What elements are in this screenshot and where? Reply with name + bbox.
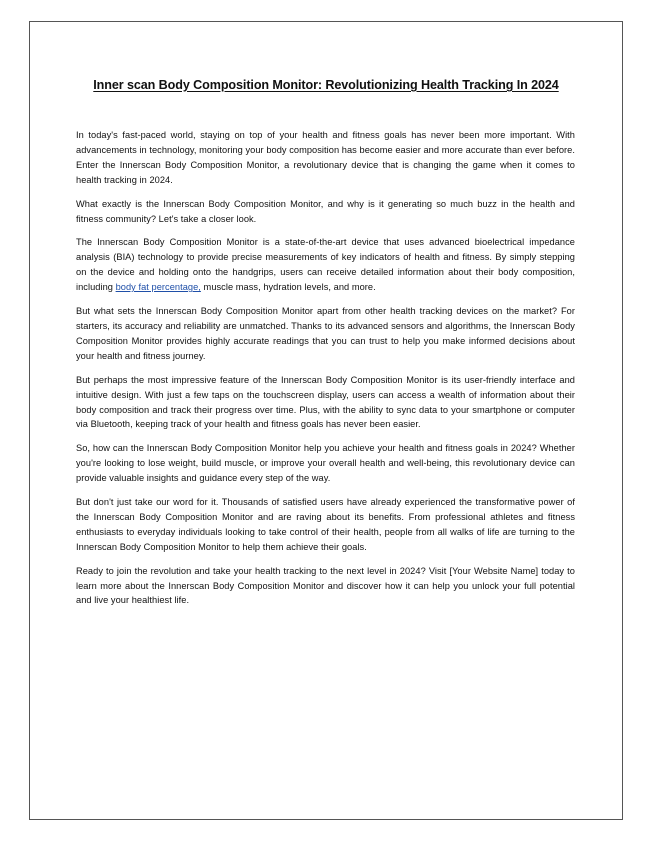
- paragraph-goals: So, how can the Innerscan Body Composition Monitor help you achieve your health and fitness goals in 2024? Whether you're looking to lose weight, build muscle, or improve your overall health and well-being, this revolutionary device can provide valuable insights and guidance every step of the way.: [76, 443, 575, 484]
- paragraph-testimonials: But don't just take our word for it. Thousands of satisfied users have already experienced the transformative power of the Innerscan Body Composition Monitor and are raving about its benefits. From professional athletes and fitness enthusiasts to everyday individuals looking to take control of their health, people from all walks of life are turning to the Innerscan Body Composition Monitor to help them achieve their goals.: [76, 497, 575, 552]
- paragraph-technology: [76, 235, 575, 295]
- paragraph-what-is: What exactly is the Innerscan Body Composition Monitor, and why is it generating so much buzz in the health and fitness community? Let's take a closer look.: [76, 198, 575, 224]
- paragraph-accuracy: But what sets the Innerscan Body Composition Monitor apart from other health tracking devices on the market? For starters, its accuracy and reliability are unmatched. Thanks to its advanced sensors and algorithms, the Innerscan Body Composition Monitor provides highly accurate readings that you can trust to help you make informed decisions about your health and fitness journey.: [76, 306, 575, 361]
- document-title: Inner scan Body Composition Monitor: Revolutionizing Health Tracking In 2024: [93, 78, 559, 92]
- paragraph-call-to-action: Ready to join the revolution and take your health tracking to the next level in 2024? Visit [Your Website Name] today to learn more about the Innerscan Body Composition Monitor and discover how it can help you unlock your full potential and live your healthiest life.: [76, 565, 575, 606]
- paragraph-technology-text-end: muscle mass, hydration levels, and more.: [200, 282, 376, 293]
- paragraph-intro: In today's fast-paced world, staying on top of your health and fitness goals has never been more important. With advancements in technology, monitoring your body composition has become easier and more accurate than ever before. Enter the Innerscan Body Composition Monitor, a revolutionary device that is changing the game when it comes to health tracking in 2024.: [76, 130, 575, 185]
- paragraph-technology-text: The Innerscan Body Composition Monitor is a state-of-the-art device that uses advanced bioelectrical impedance analysis (BIA) technology to provide precise measurements of key indicators of health and fitness. By simply stepping on the device and holding onto the handgrips, users can receive detailed information about their body composition, including: [76, 237, 575, 293]
- body-fat-percentage-link[interactable]: body fat percentage,: [115, 282, 201, 293]
- document-body: [76, 128, 575, 617]
- paragraph-interface: But perhaps the most impressive feature of the Innerscan Body Composition Monitor is its user-friendly interface and intuitive design. With just a few taps on the touchscreen display, users can access a wealth of information about their body composition and track their progress over time. Plus, with the ability to sync data to your smartphone or computer via Bluetooth, keeping track of your health and fitness goals has never been easier.: [76, 374, 575, 430]
